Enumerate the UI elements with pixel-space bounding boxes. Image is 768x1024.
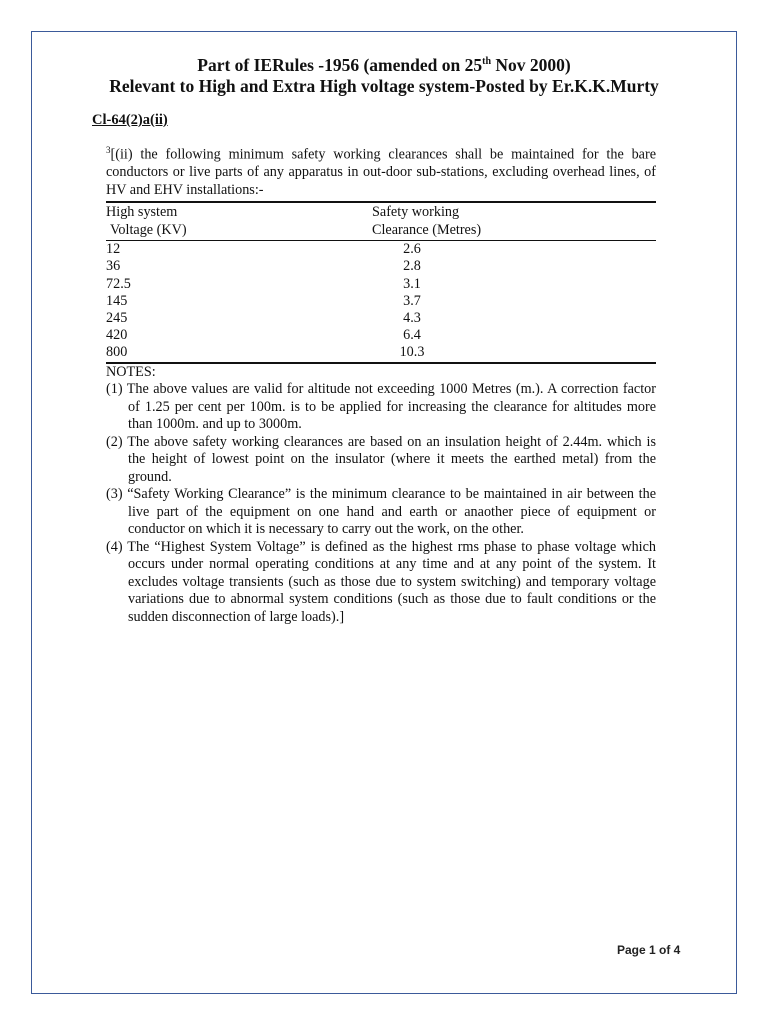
voltage-cell: 420 — [106, 327, 128, 344]
table-header-row — [106, 202, 656, 222]
clearance-value: 2.8 — [403, 258, 421, 275]
note-item: (3) “Safety Working Clearance” is the minimum clearance to be maintained in air between the live part of the equipment on one hand and earth or anaother piece of equipment or conductor on which it is necessary to carry out the work, on the other. — [106, 486, 656, 538]
header-clearance-line1: Safety working — [372, 202, 656, 222]
clearance-value: 10.3 — [399, 344, 425, 361]
clearance-table — [106, 201, 656, 363]
clearance-cell — [372, 276, 656, 293]
intro-paragraph — [106, 142, 656, 199]
voltage-cell: 72.5 — [106, 275, 131, 292]
table-header-row — [106, 222, 656, 241]
intro-text: [(ii) the following minimum safety working clearances shall be maintained for the bare conductors or live parts of any apparatus in out-door sub-stations, excluding overhead lines, of HV and EHV installations:- — [106, 146, 656, 198]
document-subtitle: Relevant to High and Extra High voltage system-Posted by Er.K.K.Murty — [109, 76, 659, 96]
table-row — [106, 310, 656, 327]
clearance-value: 6.4 — [403, 327, 421, 344]
clearance-cell — [372, 327, 656, 344]
table-row — [106, 327, 656, 344]
title-line1-sup: th — [482, 56, 492, 68]
table-row — [106, 293, 656, 310]
table-row — [106, 344, 656, 362]
table-row — [106, 258, 656, 275]
clearance-cell — [372, 258, 656, 275]
notes-title: NOTES: — [106, 363, 156, 380]
clearance-value: 3.7 — [403, 292, 421, 309]
header-voltage-line2: Voltage (KV) — [106, 222, 372, 241]
clearance-cell — [372, 344, 656, 362]
clearance-value: 2.6 — [403, 241, 421, 258]
voltage-cell: 36 — [106, 258, 121, 275]
clause-reference: Cl-64(2)a(ii) — [92, 112, 168, 128]
clearance-value: 4.3 — [403, 310, 421, 327]
table-row — [106, 276, 656, 293]
table-row — [106, 241, 656, 259]
voltage-cell: 145 — [106, 292, 128, 309]
clearance-value: 3.1 — [403, 275, 421, 292]
clearance-cell — [372, 241, 656, 259]
clearance-cell — [372, 293, 656, 310]
document-body — [106, 142, 656, 626]
note-item: (2) The above safety working clearances are based on an insulation height of 2.44m. which is the height of lowest point on the insulator (where it meets the earthed metal) from the ground. — [106, 433, 656, 485]
title-line1-post: Nov 2000) — [491, 55, 571, 75]
clearance-cell — [372, 310, 656, 327]
voltage-cell: 245 — [106, 310, 128, 327]
voltage-cell: 800 — [106, 344, 372, 362]
document-title — [0, 55, 768, 76]
note-item: (4) The “Highest System Voltage” is defined as the highest rms phase to phase voltage which occurs under normal operating conditions at any time and at any point of the system. It excludes voltage transients (such as those due to system switching) and temporary voltage variations due to abnormal system conditions (such as those due to fault conditions or the sudden disconnection of large loads).] — [106, 538, 656, 625]
header-clearance-line2: Clearance (Metres) — [372, 222, 656, 241]
note-item: (1) The above values are valid for altitude not exceeding 1000 Metres (m.). A correction factor of 1.25 per cent per 100m. is to be applied for increasing the clearance for altitudes more than 1000m. and up to 3000m. — [106, 381, 656, 433]
title-line1-pre: Part of IERules -1956 (amended on 25 — [197, 55, 483, 75]
header-voltage-line1: High system — [106, 202, 372, 222]
voltage-cell: 12 — [106, 241, 121, 258]
footnote-marker: 3 — [106, 145, 111, 155]
notes-list — [106, 381, 656, 626]
page-number: Page 1 of 4 — [617, 943, 681, 957]
